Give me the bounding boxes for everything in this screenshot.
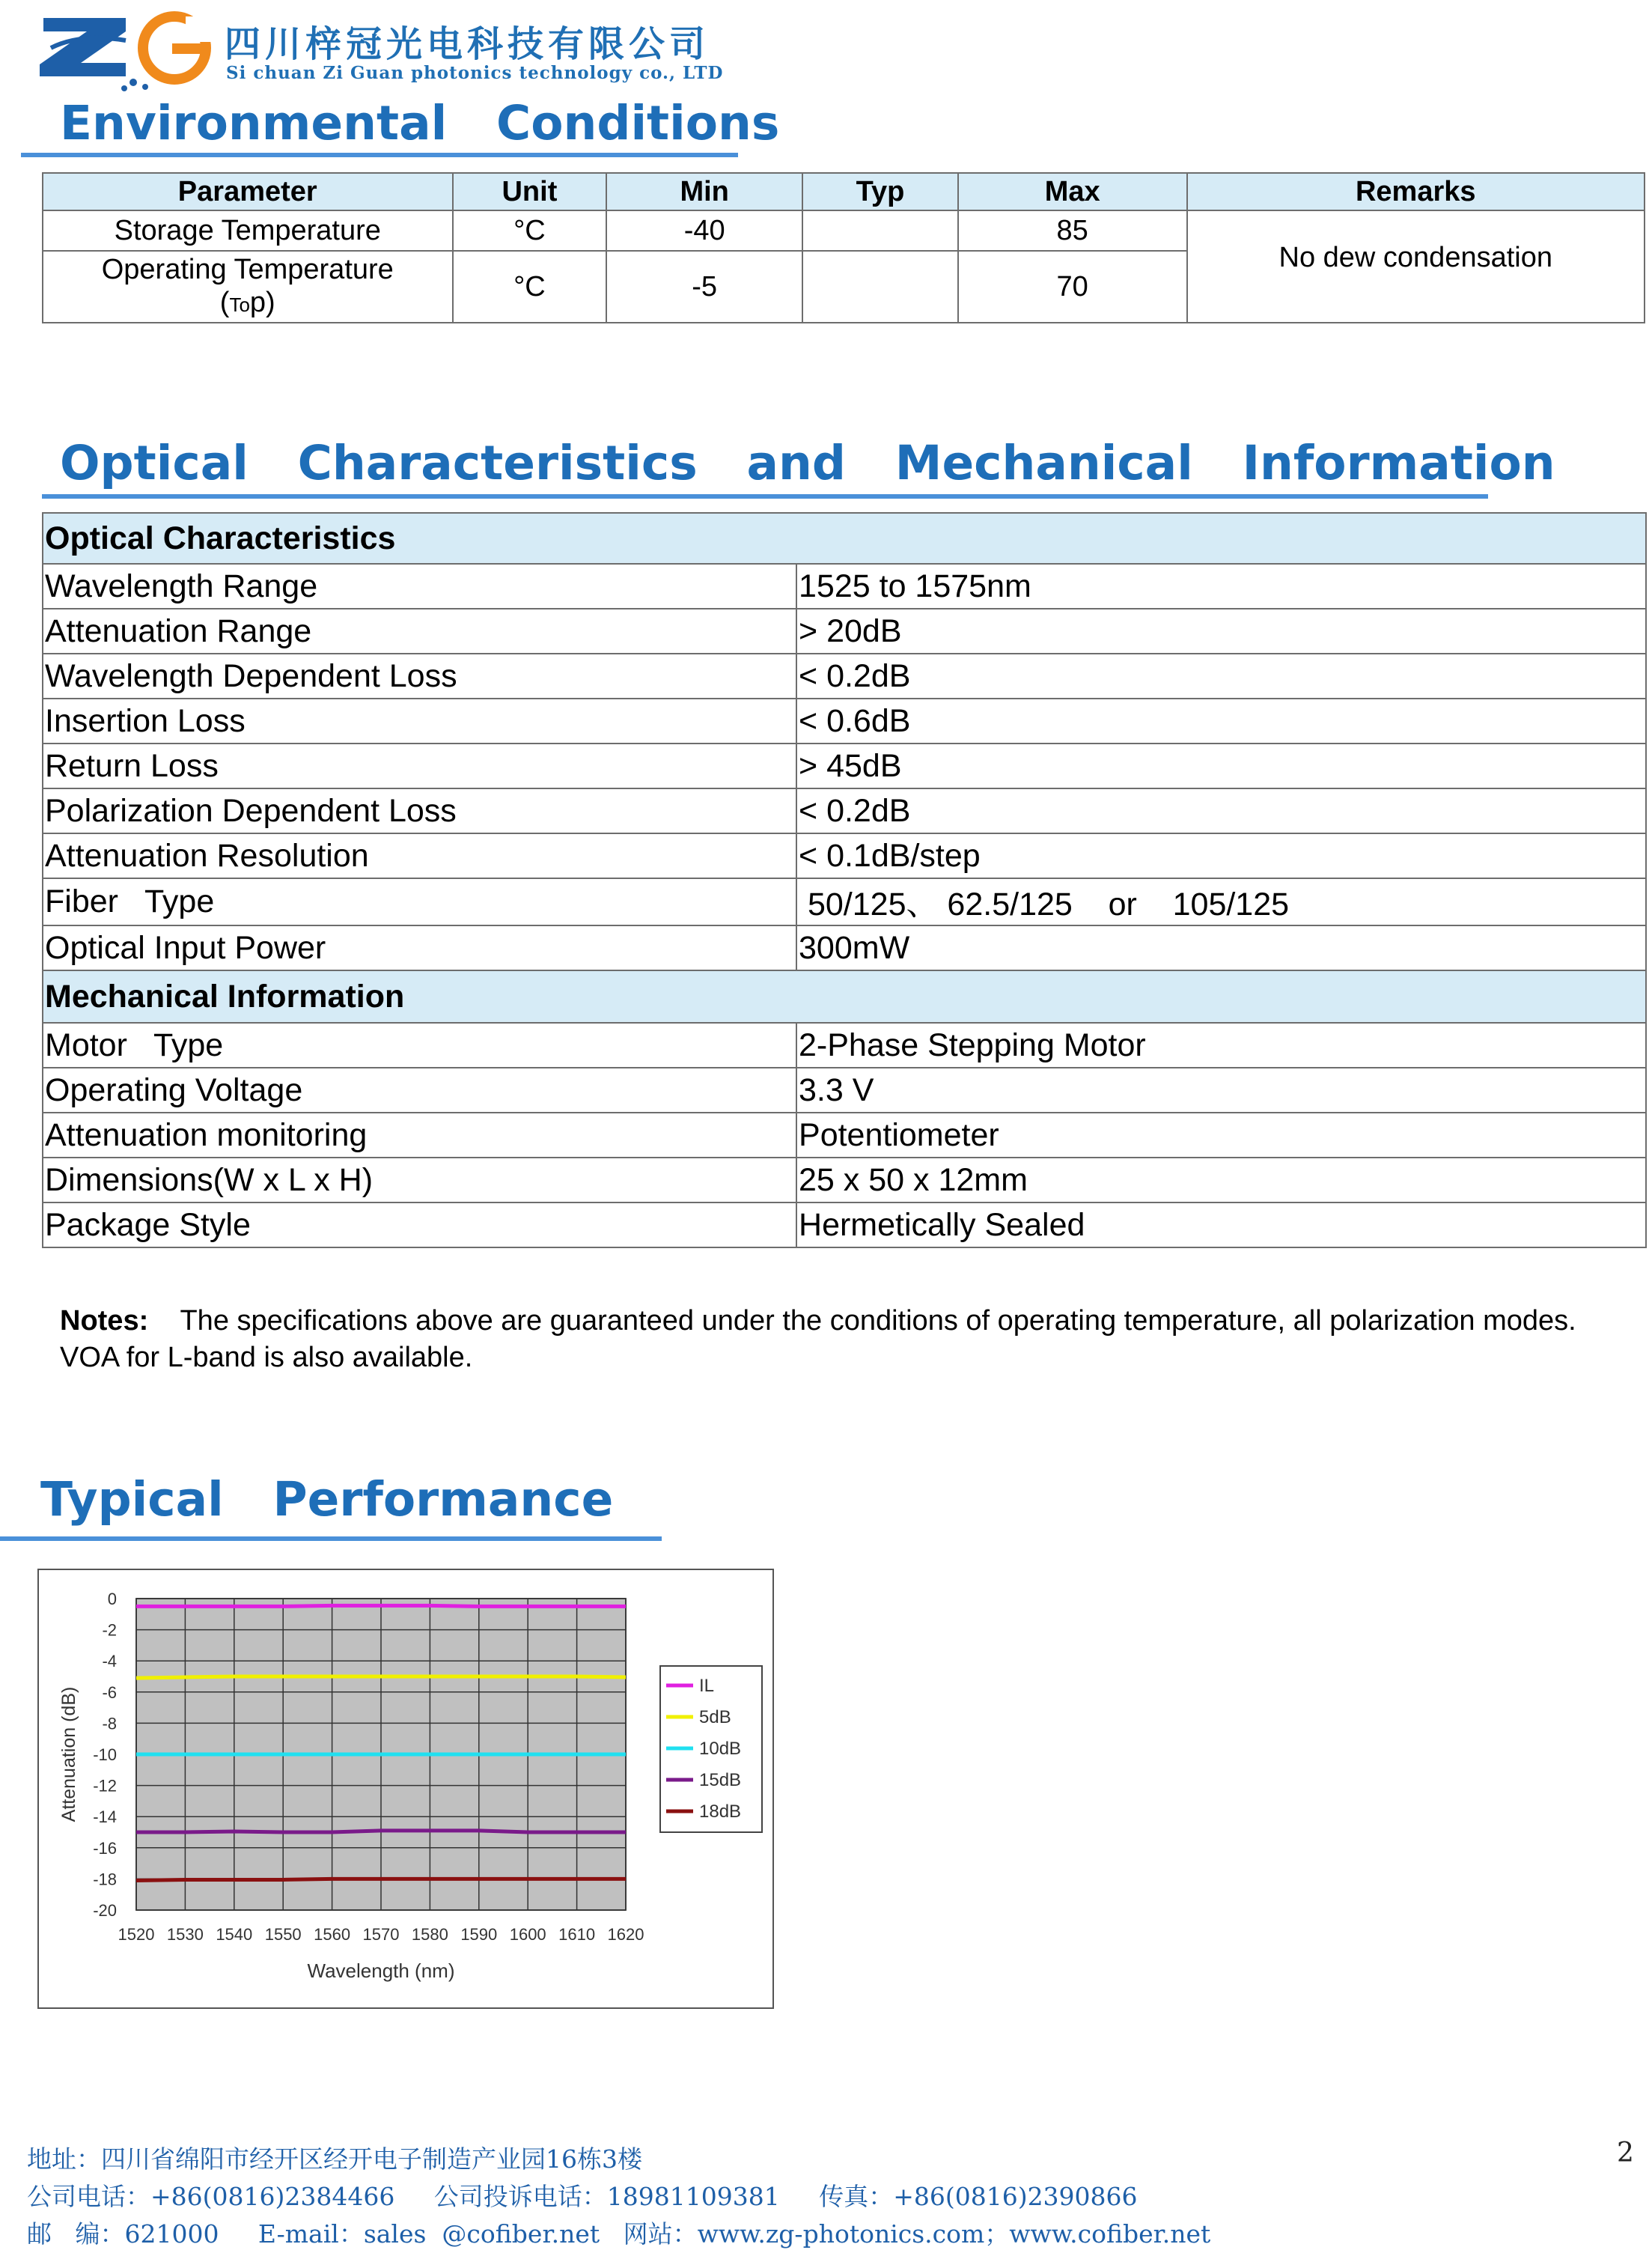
max-cell: 70	[958, 251, 1187, 323]
x-tick-label: 1570	[362, 1925, 400, 1944]
column-header: Min	[606, 173, 802, 210]
spec-value-cell: < 0.1dB/step	[796, 833, 1646, 878]
spec-name-cell: Wavelength Dependent Loss	[43, 654, 796, 699]
table-row	[43, 210, 1645, 251]
table-row	[43, 788, 1646, 833]
parameter-sub-open: (	[219, 286, 230, 318]
max-cell: 85	[958, 210, 1187, 251]
spec-name-cell: Operating Voltage	[43, 1068, 796, 1113]
table-row	[43, 878, 1646, 925]
spec-value-cell: > 45dB	[796, 744, 1646, 788]
y-tick-label: -20	[93, 1901, 117, 1920]
spec-name-cell: Insertion Loss	[43, 699, 796, 744]
company-logo	[36, 10, 216, 93]
group-header-optical: Optical Characteristics	[43, 513, 1646, 564]
legend-label: 5dB	[699, 1707, 731, 1727]
x-tick-label: 1580	[411, 1925, 448, 1944]
parameter-sub-close: p)	[249, 286, 275, 318]
group-header-row	[43, 970, 1646, 1023]
optical-mechanical-table	[42, 512, 1647, 1248]
y-tick-label: -6	[102, 1682, 117, 1702]
spec-value-cell: 3.3 V	[796, 1068, 1646, 1113]
optical-rows	[43, 564, 1646, 970]
spec-value-cell: 1525 to 1575nm	[796, 564, 1646, 609]
min-cell: -40	[606, 210, 802, 251]
x-axis-label: Wavelength (nm)	[307, 1959, 455, 1982]
notes-text: The specifications above are guaranteed under the conditions of operating temperature, all polarization modes. VOA for L-band is also available.	[60, 1305, 1576, 1373]
typ-cell	[802, 251, 958, 323]
spec-value-cell: 50/125、 62.5/125 or 105/125	[796, 878, 1646, 925]
series-line-18db	[136, 1879, 626, 1880]
x-tick-label: 1600	[509, 1925, 546, 1944]
y-tick-label: -10	[93, 1745, 117, 1764]
y-tick-label: -16	[93, 1838, 117, 1858]
y-tick-label: 0	[107, 1590, 117, 1608]
footer-phone: 公司电话：+86(0816)2384466 公司投诉电话：18981109381 传真：+86(0816)2390866	[27, 2182, 1138, 2211]
typ-cell	[802, 210, 958, 251]
spec-name-cell: Fiber Type	[43, 878, 796, 925]
spec-value-cell: < 0.2dB	[796, 788, 1646, 833]
x-tick-label: 1610	[558, 1925, 596, 1944]
column-header: Remarks	[1187, 173, 1645, 210]
footer-contact: 邮 编：621000 E-mail：sales @cofiber.net 网站：www.zg-photonics.com；www.cofiber.net	[27, 2219, 1211, 2249]
spec-value-cell: Hermetically Sealed	[796, 1202, 1646, 1247]
page-number: 2	[1617, 2138, 1634, 2168]
y-tick-label: -14	[93, 1807, 117, 1827]
footer-address: 地址：四川省绵阳市经开区经开电子制造产业园16栋3楼	[27, 2144, 642, 2174]
table-row	[43, 564, 1646, 609]
spec-value-cell: 2-Phase Stepping Motor	[796, 1023, 1646, 1068]
spec-name-cell: Attenuation Resolution	[43, 833, 796, 878]
table-row	[43, 609, 1646, 654]
table-row	[43, 1068, 1646, 1113]
section-underline	[42, 494, 1488, 499]
spec-name-cell: Optical Input Power	[43, 925, 796, 970]
column-header: Typ	[802, 173, 958, 210]
x-tick-label: 1590	[460, 1925, 498, 1944]
y-tick-label: -4	[102, 1652, 117, 1671]
table-header-row	[43, 173, 1645, 210]
spec-value-cell: < 0.2dB	[796, 654, 1646, 699]
x-tick-label: 1620	[607, 1925, 644, 1944]
spec-name-cell: Polarization Dependent Loss	[43, 788, 796, 833]
table-row	[43, 654, 1646, 699]
y-tick-label: -18	[93, 1870, 117, 1889]
legend-label: 18dB	[699, 1801, 742, 1822]
column-header: Unit	[453, 173, 607, 210]
remarks-cell: No dew condensation	[1187, 210, 1645, 323]
x-tick-label: 1560	[314, 1925, 351, 1944]
section-title-optical: Optical Characteristics and Mechanical Information	[60, 436, 1555, 490]
unit-cell: °C	[453, 210, 607, 251]
parameter-subscript: To	[229, 293, 250, 316]
notes-paragraph	[60, 1303, 1617, 1376]
unit-cell: °C	[453, 251, 607, 323]
section-title-performance: Typical Performance	[40, 1472, 614, 1527]
spec-value-cell: < 0.6dB	[796, 699, 1646, 744]
column-header: Parameter	[43, 173, 453, 210]
table-row	[43, 833, 1646, 878]
performance-chart	[37, 1569, 774, 2009]
spec-name-cell: Package Style	[43, 1202, 796, 1247]
mechanical-rows	[43, 1023, 1646, 1247]
y-tick-label: -12	[93, 1776, 117, 1796]
spec-value-cell: > 20dB	[796, 609, 1646, 654]
section-title-environmental: Environmental Conditions	[60, 96, 780, 150]
spec-name-cell: Wavelength Range	[43, 564, 796, 609]
spec-name-cell: Attenuation Range	[43, 609, 796, 654]
notes-label: Notes:	[60, 1305, 149, 1337]
chart-svg	[39, 1570, 772, 2007]
table-row	[43, 1202, 1646, 1247]
company-name-cn: 四川梓冠光电科技有限公司	[225, 23, 710, 65]
table-row	[43, 925, 1646, 970]
group-header-mechanical: Mechanical Information	[43, 970, 1646, 1023]
group-header-row	[43, 513, 1646, 564]
y-tick-label: -8	[102, 1714, 117, 1733]
parameter-name: Operating Temperature	[101, 253, 394, 285]
x-tick-label: 1550	[264, 1925, 302, 1944]
table-row	[43, 1023, 1646, 1068]
series-line-il	[136, 1605, 626, 1606]
legend-label: 15dB	[699, 1770, 742, 1790]
table-row	[43, 1113, 1646, 1158]
y-axis-label: Attenuation (dB)	[58, 1686, 79, 1822]
x-tick-label: 1540	[216, 1925, 253, 1944]
spec-name-cell: Dimensions(W x L x H)	[43, 1158, 796, 1202]
environmental-table	[42, 172, 1645, 323]
table-row	[43, 744, 1646, 788]
spec-name-cell: Motor Type	[43, 1023, 796, 1068]
section-underline	[0, 1536, 662, 1541]
series-line-15db	[136, 1831, 626, 1832]
legend-label: IL	[699, 1676, 715, 1696]
series-line-5db	[136, 1676, 626, 1678]
parameter-cell: Storage Temperature	[43, 210, 453, 251]
table-row	[43, 1158, 1646, 1202]
spec-value-cell: 300mW	[796, 925, 1646, 970]
spec-value-cell: Potentiometer	[796, 1113, 1646, 1158]
table-row	[43, 699, 1646, 744]
legend-label: 10dB	[699, 1739, 742, 1759]
min-cell: -5	[606, 251, 802, 323]
spec-name-cell: Attenuation monitoring	[43, 1113, 796, 1158]
column-header: Max	[958, 173, 1187, 210]
company-name-en: Si chuan Zi Guan photonics technology co., LTD	[226, 63, 724, 83]
y-tick-label: -2	[102, 1620, 117, 1640]
x-tick-label: 1530	[166, 1925, 204, 1944]
spec-name-cell: Return Loss	[43, 744, 796, 788]
x-tick-label: 1520	[118, 1925, 155, 1944]
parameter-cell	[43, 251, 453, 323]
section-underline	[21, 153, 738, 157]
spec-value-cell: 25 x 50 x 12mm	[796, 1158, 1646, 1202]
